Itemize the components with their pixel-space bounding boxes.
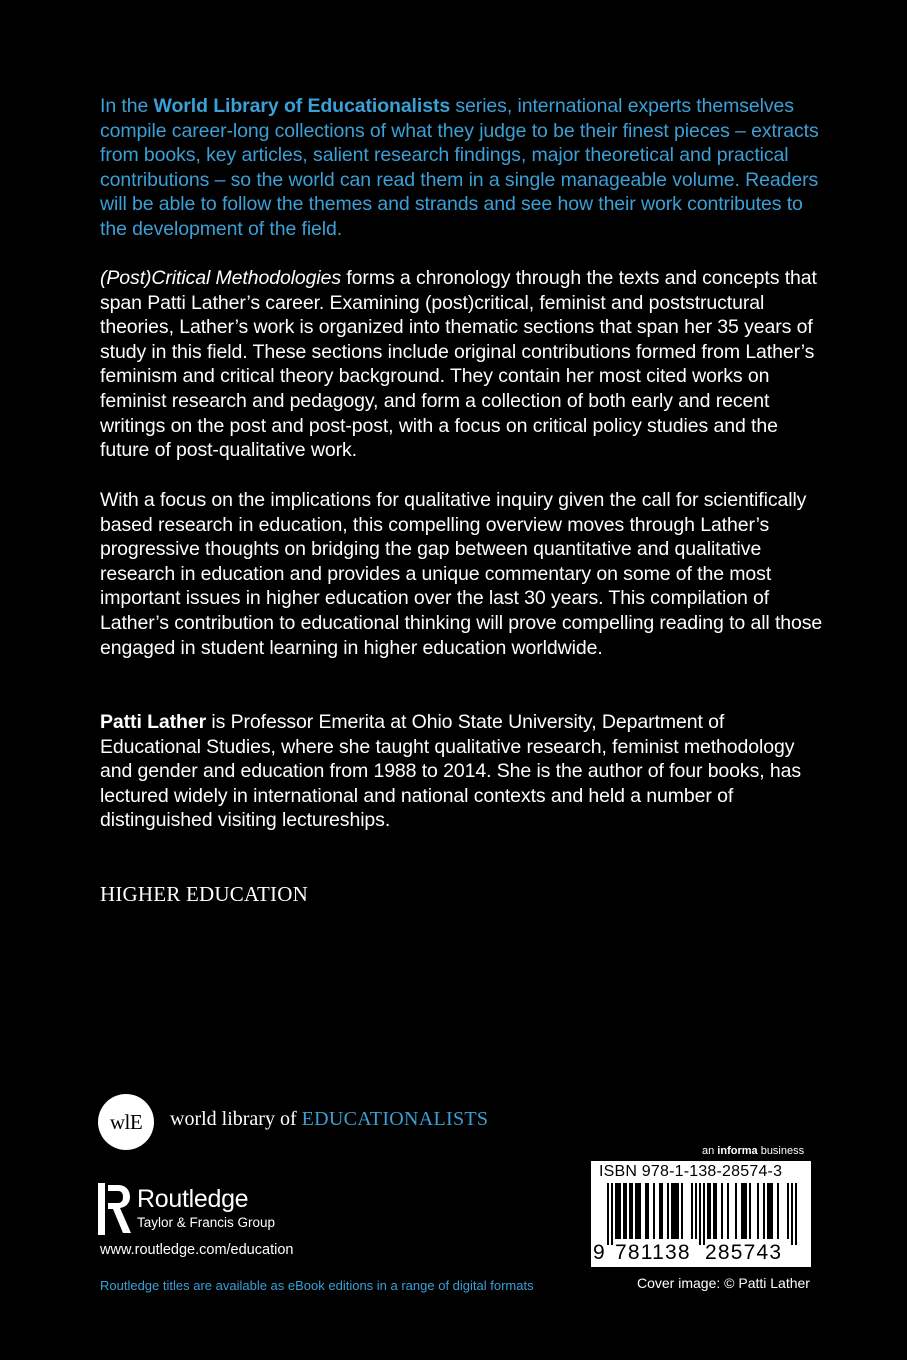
series-logo-text (170, 1108, 488, 1131)
barcode-bar (629, 1183, 631, 1239)
barcode-bar (661, 1183, 663, 1239)
barcode-bar (637, 1183, 639, 1239)
wle-logo-mark: wlE (109, 1109, 143, 1134)
author-bio-text: is Professor Emerita at Ohio State University, Department of Educational Studies, where she taught qualitative research, feminist methodology and gender and education from 1988 to 2014. She is the author of four books, has lectured widely in international and national contexts and held a number of distinguished visiting lectureships. (100, 711, 801, 832)
isbn-barcode (591, 1161, 811, 1267)
ebook-note: Routledge titles are available as eBook editions in a range of digital formats (100, 1278, 534, 1293)
barcode-bar (625, 1183, 627, 1239)
barcode-bar (647, 1183, 649, 1239)
informa-brand: informa (717, 1145, 758, 1157)
barcode-bar (709, 1183, 711, 1239)
barcode-bar (769, 1183, 771, 1239)
barcode-bar (675, 1183, 677, 1239)
barcode-bar (767, 1183, 769, 1239)
barcode-bar (715, 1183, 717, 1239)
barcode-bar (617, 1183, 619, 1239)
series-logo-prefix: world library of (170, 1108, 302, 1130)
barcode-bar (673, 1183, 675, 1239)
barcode-bar (695, 1183, 697, 1239)
barcode-bar (607, 1183, 609, 1245)
barcode-bar (707, 1183, 709, 1239)
barcode-bar (615, 1183, 617, 1239)
series-logo-highlight: EDUCATIONALISTS (301, 1108, 489, 1130)
publisher-group: Taylor & Francis Group (137, 1215, 276, 1230)
barcode-bar (677, 1183, 679, 1239)
barcode-bar (703, 1183, 705, 1245)
barcode-bars (603, 1183, 799, 1245)
barcode-bar (645, 1183, 647, 1239)
barcode-bar (757, 1183, 759, 1239)
barcode-bar (771, 1183, 773, 1239)
informa-prefix: an (702, 1145, 718, 1157)
barcode-bar (653, 1183, 655, 1239)
barcode-bar (611, 1183, 613, 1245)
book-overview: With a focus on the implications for qualitative inquiry given the call for scientifically based research in education, this compelling overview moves through Lather’s progressive thoughts on bridging the gap between quantitative and qualitative research in education and provides a unique commentary on some of the most important issues in higher education over the last 30 years. This compilation of Lather’s contribution to educational thinking will prove compelling reading to all those engaged in student learning in higher education worldwide. (100, 489, 823, 659)
series-description-text: series, international experts themselves compile career-long collections of what they judge to be their finest pieces – extracts from books, key articles, salient research findings, major theoretical and practical contributions – so the world can read them in a single manageable volume. Readers will be able to follow the themes and strands and see how their work contributes to the development of the field. (100, 95, 819, 240)
book-description (100, 266, 830, 463)
cover-credit: Cover image: © Patti Lather (637, 1275, 810, 1291)
book-description-text: forms a chronology through the texts and concepts that span Patti Lather’s career. Examining (post)critical, feminist and poststructural theories, Lather’s work is organized into thematic sections that span her 35 years of study in this field. These sections include original contributions formed from Lather’s feminism and critical theory background. They contain her most cited works on feminist research and pedagogy, and form a collection of both early and recent writings on the post and post-post, with a focus on critical policy studies and the future of post-qualitative work. (100, 267, 817, 462)
barcode-bar (749, 1183, 751, 1239)
barcode-bar (735, 1183, 737, 1239)
barcode-bar (743, 1183, 745, 1239)
barcode-bar (671, 1183, 673, 1239)
author-name: Patti Lather (100, 711, 207, 733)
barcode-bar (777, 1183, 779, 1239)
barcode-bar (791, 1183, 793, 1245)
author-bio (100, 710, 830, 833)
routledge-logo-icon (98, 1183, 132, 1235)
barcode-bar (713, 1183, 715, 1239)
book-title: (Post)Critical Methodologies (100, 267, 342, 289)
subject-category: HIGHER EDUCATION (100, 882, 308, 906)
barcode-bar (787, 1183, 789, 1239)
informa-tagline (702, 1145, 804, 1157)
barcode-bar (623, 1183, 625, 1239)
informa-suffix: business (757, 1145, 805, 1157)
barcode-bar (619, 1183, 621, 1239)
barcode-bar (659, 1183, 661, 1239)
barcode-bar (795, 1183, 797, 1245)
barcode-bar (639, 1183, 641, 1239)
barcode-bar (741, 1183, 743, 1239)
barcode-bar (745, 1183, 747, 1239)
barcode-bar (699, 1183, 701, 1245)
barcode-digits-left: 781138 (615, 1241, 691, 1264)
isbn-number: ISBN 978-1-138-28574-3 (599, 1163, 783, 1180)
publisher-url[interactable]: www.routledge.com/education (100, 1242, 294, 1258)
series-name: World Library of Educationalists (153, 95, 451, 117)
barcode-digits-right: 285743 (705, 1241, 783, 1264)
barcode-bar (631, 1183, 633, 1239)
wle-logo (98, 1094, 154, 1150)
barcode-bar (721, 1183, 723, 1239)
barcode-digit-first: 9 (593, 1241, 606, 1264)
barcode-bar (691, 1183, 693, 1239)
barcode-bar (667, 1183, 669, 1239)
barcode-bar (763, 1183, 765, 1239)
publisher-name: Routledge (137, 1185, 249, 1213)
barcode-bar (727, 1183, 729, 1239)
series-intro-text: In the (100, 95, 154, 117)
series-description (100, 94, 830, 242)
barcode-bar (635, 1183, 637, 1239)
barcode-bar (681, 1183, 683, 1239)
